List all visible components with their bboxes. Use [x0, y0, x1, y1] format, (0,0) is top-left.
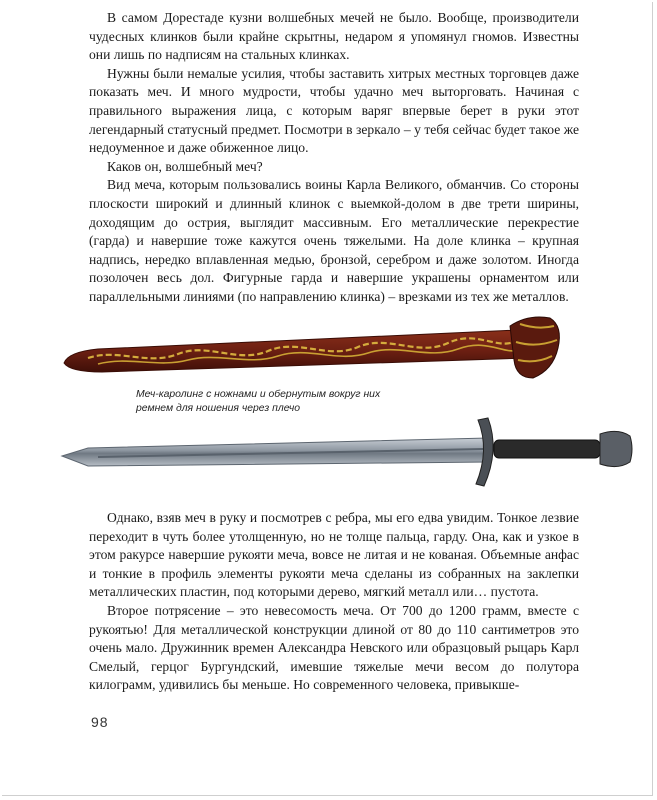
paragraph: Нужны были немалые усилия, чтобы заставить хитрых местных торговцев даже показать меч. И много мудрости, чтобы удачно меч выторговать. Начиная с правильного выражения лица, с которым варяг впервые берет в руки этот легендарный статусный предмет. Посмотри в зеркало – у тебя сейчас будет такое же недоуменное и даже обиженное лицо. — [89, 65, 579, 156]
top-text-block — [89, 9, 579, 307]
paragraph: Каков он, волшебный меч? — [107, 158, 263, 174]
page-number: 98 — [91, 714, 109, 730]
sword — [62, 418, 632, 486]
scabbard — [64, 330, 528, 372]
belt-wrap — [510, 317, 559, 378]
bottom-text-block — [89, 509, 579, 695]
paragraph: Вид меча, которым пользовались воины Карла Великого, обманчив. Со стороны плоскости широкий и длинный клинок с выемкой-долом в две трети ширины, доходящим до острия, выглядит массивным. Его металлические перекрестие (гарда) и навершие тоже кажутся очень тяжелыми. На доле клинка – крупная надпись, нередко вплавленная медью, бронзой, серебром и даже золотом. Иногда позолочен весь дол. Фигурные гарда и навершие украшены орнаментом или параллельными линиями (по направлению клинка) – врезками из тех же металлов. — [89, 177, 579, 304]
paragraph: Однако, взяв меч в руку и посмотрев с ребра, мы его едва увидим. Тонкое лезвие переходит в чуть более утолщенную, но не толще пальца, гарду. Она, как и узкое в этом ракурсе навершие рукояти меча, вовсе не литая и не кованая. Объемные анфас и тонкие в профиль элементы рукояти меча сделаны из собранных на заклепки металлических пластин, под которыми дерево, мягкий металл или… пустота. — [89, 510, 579, 600]
paragraph: В самом Дорестаде кузни волшебных мечей не было. Вообще, производители чудесных клинков были крайне скрытны, недаром я упомянул гномов. Известны они лишь по надписям на стальных клинках. — [89, 10, 579, 63]
paragraph: Второе потрясение – это невесомость меча. От 700 до 1200 грамм, вместе с рукоятью! Для металлической конструкции длиной от 80 до 110 сантиметров это очень мало. Дружинник времен Александра Невского или образцовый рыцарь Карл Смелый, герцог Бургундский, имевшие тяжелые мечи весом до полутора килограмм, удивились бы меньше. Но современного человека, привыкше- — [89, 602, 579, 693]
figure-caption: Меч-каролинг с ножнами и обернутым вокруг них ремнем для ношения через плечо — [136, 389, 381, 414]
